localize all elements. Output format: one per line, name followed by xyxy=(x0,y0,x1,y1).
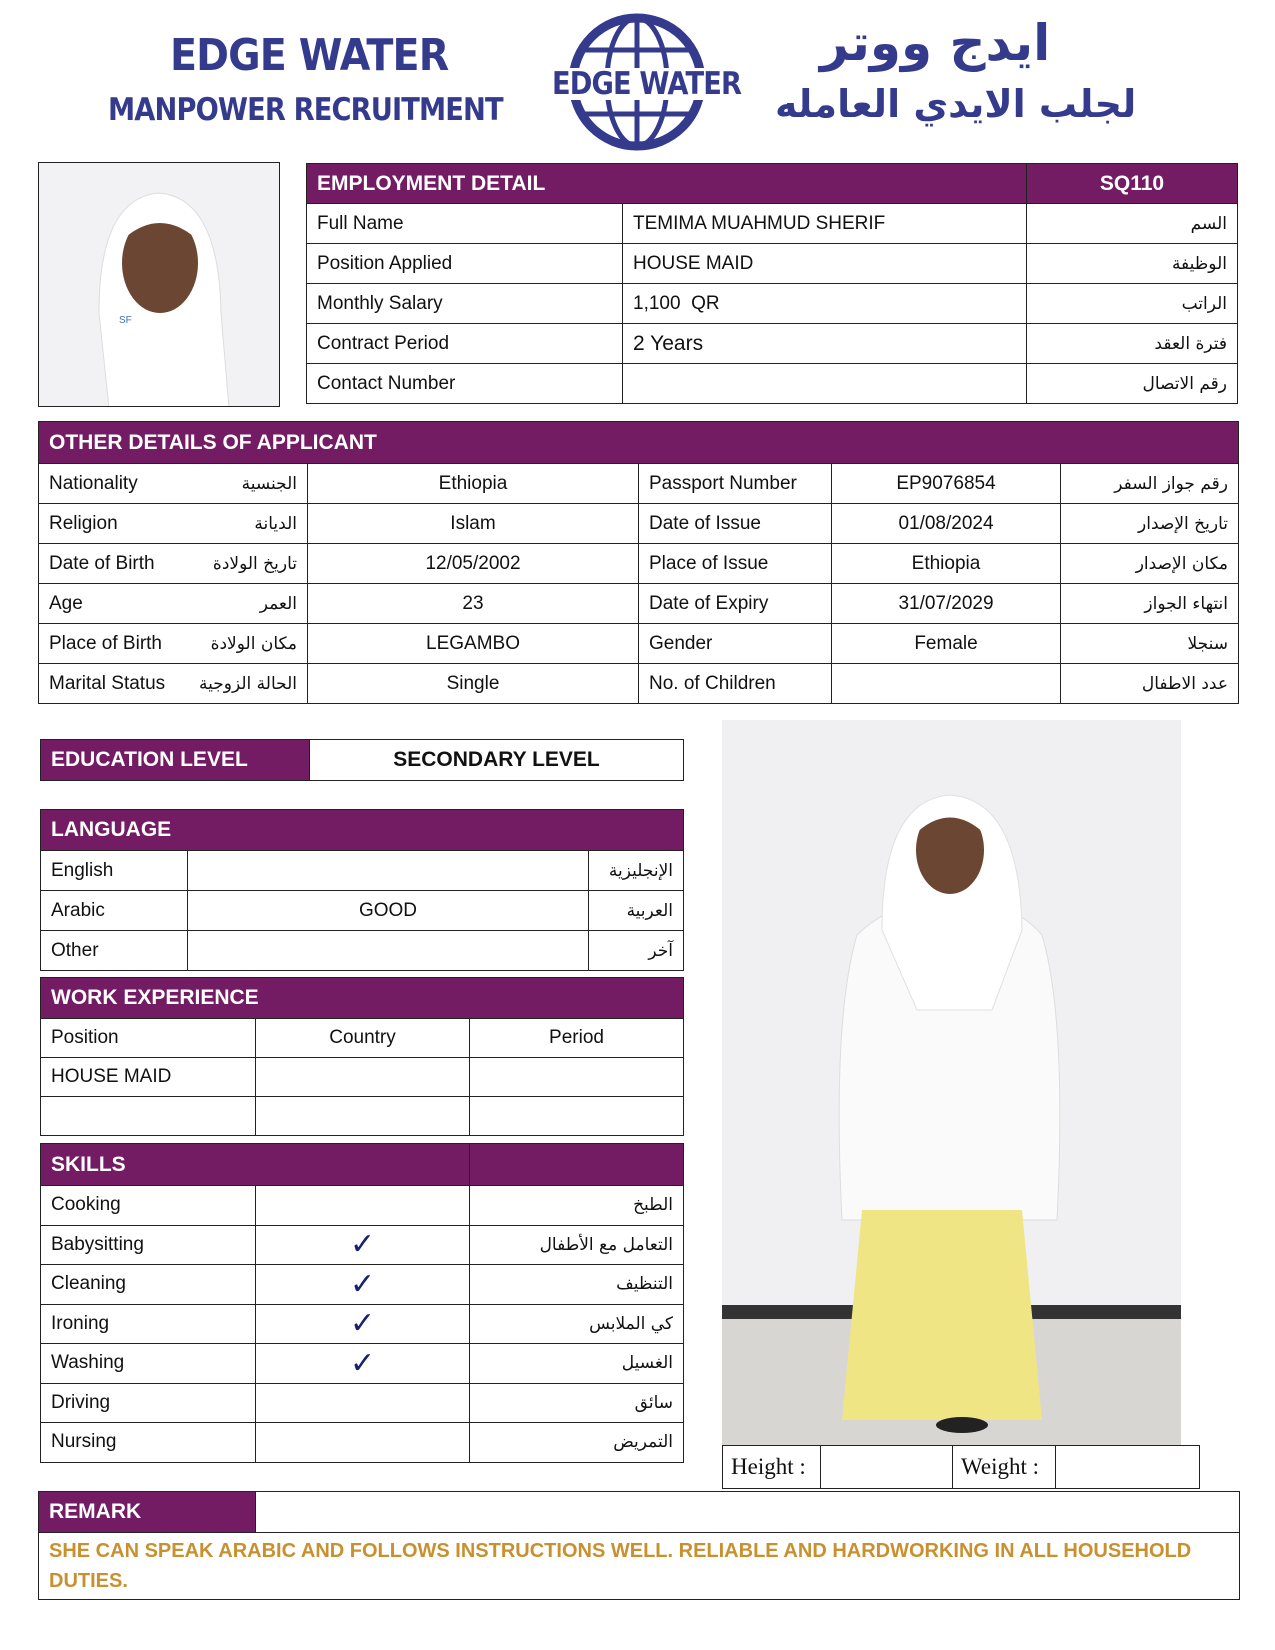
height-label: Height : xyxy=(723,1446,821,1489)
skill-check-cell xyxy=(256,1304,470,1344)
table-row xyxy=(39,624,1239,664)
language-name-ar: العربية xyxy=(589,891,684,931)
education-level-table xyxy=(40,739,684,781)
checkmark-icon: ✓ xyxy=(349,1266,376,1302)
skill-name: Babysitting xyxy=(41,1225,256,1265)
table-row xyxy=(39,504,1239,544)
table-row xyxy=(39,584,1239,624)
skill-name: Cooking xyxy=(41,1186,256,1226)
table-row xyxy=(41,1344,684,1384)
contract-period-value: 2 Years xyxy=(623,324,1027,364)
remark-text: SHE CAN SPEAK ARABIC AND FOLLOWS INSTRUCTIONS WELL. RELIABLE AND HARDWORKING IN ALL HOUSEHOLD DUTIES. xyxy=(39,1533,1240,1600)
language-level xyxy=(188,851,589,891)
skill-check-cell xyxy=(256,1225,470,1265)
skill-check-cell xyxy=(256,1344,470,1384)
skills-heading: SKILLS xyxy=(41,1144,470,1186)
table-row xyxy=(41,1423,684,1463)
label-ar: الديانة xyxy=(254,513,297,534)
work-cell: HOUSE MAID xyxy=(41,1058,256,1097)
column-header: Position xyxy=(41,1019,256,1058)
language-name: Other xyxy=(41,931,188,971)
row-label xyxy=(39,544,308,584)
row-label-ar: انتهاء الجواز xyxy=(1061,584,1239,624)
table-row xyxy=(41,1058,684,1097)
skill-name-ar: التمريض xyxy=(470,1423,684,1463)
row-value: Ethiopia xyxy=(832,544,1061,584)
work-cell xyxy=(256,1097,470,1136)
table-row xyxy=(41,851,684,891)
table-row xyxy=(41,1304,684,1344)
full-name-value: TEMIMA MUAHMUD SHERIF xyxy=(623,204,1027,244)
language-table xyxy=(40,809,684,971)
row-value: 12/05/2002 xyxy=(308,544,639,584)
reference-code: SQ110 xyxy=(1027,164,1238,204)
education-level-label: EDUCATION LEVEL xyxy=(41,740,310,781)
salary-value: 1,100 QR xyxy=(623,284,1027,324)
row-label xyxy=(39,504,308,544)
row-label-ar: فترة العقد xyxy=(1027,324,1238,364)
label-en: Place of Birth xyxy=(49,632,162,654)
table-row xyxy=(307,204,1238,244)
remark-table xyxy=(38,1491,1240,1600)
logo-subtitle-en: MANPOWER RECRUITMENT xyxy=(108,92,503,128)
logo-text-ar: ايدج ووتر xyxy=(820,14,1051,72)
table-row xyxy=(41,891,684,931)
row-label-ar: تاريخ الإصدار xyxy=(1061,504,1239,544)
row-label-ar: رقم جواز السفر xyxy=(1061,464,1239,504)
skill-check-cell xyxy=(256,1186,470,1226)
row-label: No. of Children xyxy=(639,664,832,704)
row-value: Ethiopia xyxy=(308,464,639,504)
label-en: Nationality xyxy=(49,472,138,494)
row-label-ar: الراتب xyxy=(1027,284,1238,324)
skill-name-ar: التعامل مع الأطفال xyxy=(470,1225,684,1265)
work-experience-heading: WORK EXPERIENCE xyxy=(41,978,684,1019)
height-weight-table xyxy=(722,1445,1200,1489)
position-value: HOUSE MAID xyxy=(623,244,1027,284)
skill-name: Washing xyxy=(41,1344,256,1384)
row-label-ar: الوظيفة xyxy=(1027,244,1238,284)
row-label xyxy=(39,624,308,664)
row-label-ar: رقم الاتصال xyxy=(1027,364,1238,404)
row-label xyxy=(39,464,308,504)
skill-name: Nursing xyxy=(41,1423,256,1463)
row-label-ar: عدد الاطفال xyxy=(1061,664,1239,704)
globe-logo-text: EDGE WATER xyxy=(552,66,742,102)
row-value: 31/07/2029 xyxy=(832,584,1061,624)
row-label-ar: السم xyxy=(1027,204,1238,244)
language-name-ar: الإنجليزية xyxy=(589,851,684,891)
row-label: Monthly Salary xyxy=(307,284,623,324)
other-details-heading: OTHER DETAILS OF APPLICANT xyxy=(39,422,1239,464)
label-en: Marital Status xyxy=(49,672,166,694)
weight-label: Weight : xyxy=(953,1446,1056,1489)
table-row xyxy=(307,324,1238,364)
row-label: Passport Number xyxy=(639,464,832,504)
work-cell xyxy=(256,1058,470,1097)
label-en: Religion xyxy=(49,512,118,534)
row-value: EP9076854 xyxy=(832,464,1061,504)
skill-name: Driving xyxy=(41,1383,256,1423)
language-name: Arabic xyxy=(41,891,188,931)
row-label: Contract Period xyxy=(307,324,623,364)
column-header: Country xyxy=(256,1019,470,1058)
row-label: Contact Number xyxy=(307,364,623,404)
other-details-table xyxy=(38,421,1239,704)
table-row xyxy=(41,931,684,971)
table-row xyxy=(41,1186,684,1226)
table-row xyxy=(39,464,1239,504)
checkmark-icon: ✓ xyxy=(349,1306,376,1342)
logo-subtitle-ar: لجلب الايدي العامله xyxy=(775,82,1137,126)
skill-check-cell xyxy=(256,1265,470,1305)
skill-name: Ironing xyxy=(41,1304,256,1344)
work-experience-table xyxy=(40,977,684,1136)
row-label: Position Applied xyxy=(307,244,623,284)
column-header: Period xyxy=(470,1019,684,1058)
language-heading: LANGUAGE xyxy=(41,810,684,851)
row-value: Female xyxy=(832,624,1061,664)
education-level-value: SECONDARY LEVEL xyxy=(310,740,684,781)
language-level: GOOD xyxy=(188,891,589,931)
row-label-ar: مكان الإصدار xyxy=(1061,544,1239,584)
table-row xyxy=(41,1225,684,1265)
checkmark-icon: ✓ xyxy=(349,1227,376,1263)
table-row xyxy=(307,284,1238,324)
work-cell xyxy=(41,1097,256,1136)
row-label-ar: سنجلا xyxy=(1061,624,1239,664)
table-row xyxy=(307,364,1238,404)
label-ar: الجنسية xyxy=(241,473,297,494)
row-value: 01/08/2024 xyxy=(832,504,1061,544)
employment-detail-heading: EMPLOYMENT DETAIL xyxy=(307,164,1027,204)
skill-name-ar: كي الملابس xyxy=(470,1304,684,1344)
language-level xyxy=(188,931,589,971)
checkmark-icon: ✓ xyxy=(349,1345,376,1381)
row-value xyxy=(832,664,1061,704)
label-ar: العمر xyxy=(259,593,297,614)
work-cell xyxy=(470,1097,684,1136)
table-row xyxy=(39,544,1239,584)
row-label xyxy=(39,584,308,624)
skill-check-cell xyxy=(256,1383,470,1423)
applicant-full-body-photo xyxy=(722,720,1181,1445)
skill-name-ar: الطبخ xyxy=(470,1186,684,1226)
svg-text:SF: SF xyxy=(119,315,132,326)
label-ar: تاريخ الولادة xyxy=(212,553,297,574)
logo-text-en: EDGE WATER xyxy=(170,30,449,81)
skills-table xyxy=(40,1143,684,1463)
table-row xyxy=(41,1019,684,1058)
row-label: Gender xyxy=(639,624,832,664)
row-value: Islam xyxy=(308,504,639,544)
row-label xyxy=(39,664,308,704)
row-label: Full Name xyxy=(307,204,623,244)
employment-detail-table xyxy=(306,163,1238,404)
label-en: Age xyxy=(49,592,83,614)
skill-name-ar: سائق xyxy=(470,1383,684,1423)
table-row xyxy=(41,1383,684,1423)
height-value xyxy=(821,1446,953,1489)
row-value: 23 xyxy=(308,584,639,624)
skill-name-ar: الغسيل xyxy=(470,1344,684,1384)
label-ar: الحالة الزوجية xyxy=(199,673,297,694)
label-ar: مكان الولادة xyxy=(210,633,297,654)
skill-check-cell xyxy=(256,1423,470,1463)
skill-name: Cleaning xyxy=(41,1265,256,1305)
row-label: Date of Issue xyxy=(639,504,832,544)
work-cell xyxy=(470,1058,684,1097)
language-name-ar: آخر xyxy=(589,931,684,971)
language-name: English xyxy=(41,851,188,891)
applicant-portrait-photo xyxy=(38,162,280,407)
row-value: Single xyxy=(308,664,639,704)
table-row xyxy=(41,1265,684,1305)
weight-value xyxy=(1056,1446,1200,1489)
table-row xyxy=(39,664,1239,704)
label-en: Date of Birth xyxy=(49,552,155,574)
skill-name-ar: التنظيف xyxy=(470,1265,684,1305)
row-label: Place of Issue xyxy=(639,544,832,584)
row-label: Date of Expiry xyxy=(639,584,832,624)
table-row xyxy=(307,244,1238,284)
contact-number-value xyxy=(623,364,1027,404)
row-value: LEGAMBO xyxy=(308,624,639,664)
remark-heading: REMARK xyxy=(39,1492,256,1533)
table-row xyxy=(41,1097,684,1136)
